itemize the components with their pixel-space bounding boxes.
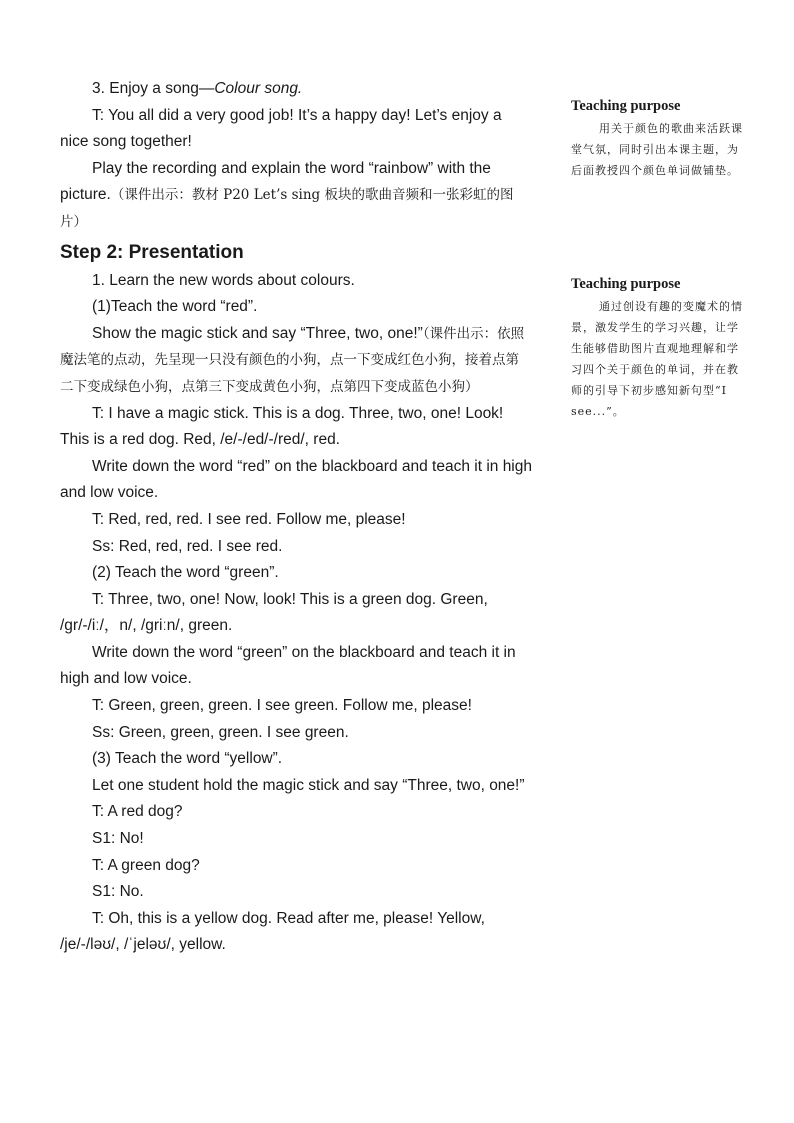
teacher-line: T: A red dog? bbox=[92, 803, 183, 821]
note-title: Teaching purpose bbox=[571, 276, 681, 292]
instruction: Let one student hold the magic stick and say “Three, two, one!” bbox=[92, 776, 525, 794]
item-title: (3) Teach the word “yellow”. bbox=[92, 750, 283, 768]
teacher-line: T: Three, two, one! Now, look! This is a green dog. Green, /gr/-/iː/，n/, /griːn/, green. bbox=[60, 590, 488, 635]
teacher-line: T: I have a magic stick. This is a dog. Three, two, one! Look! This is a red dog. Red, /e/-/ed/-/red/, red. bbox=[60, 404, 504, 449]
lesson-body bbox=[60, 76, 532, 959]
item-title: (2) Teach the word “green”. bbox=[92, 564, 279, 582]
section-heading: Step 2: Presentation bbox=[60, 241, 244, 263]
note-title: Teaching purpose bbox=[571, 98, 681, 114]
song-activity bbox=[60, 76, 532, 103]
instruction-text: Play the recording and explain the word “rainbow” with the picture. bbox=[60, 159, 491, 204]
instruction-text: Show the magic stick and say “Three, two, one!” bbox=[92, 324, 423, 342]
courseware-note: （课件出示：依照魔法笔的点动，先呈现一只没有颜色的小狗，点一下变成红色小狗，接着点第二下变成绿色小狗，点第三下变成黄色小狗，点第四下变成蓝色小狗） bbox=[60, 325, 525, 395]
instruction bbox=[60, 156, 532, 236]
subsection-title: 1. Learn the new words about colours. bbox=[92, 271, 355, 289]
song-activity-label: 3. Enjoy a song— bbox=[92, 80, 215, 97]
teacher-line: T: A green dog? bbox=[92, 856, 200, 874]
courseware-note: （课件出示：教材 P20 Let’s sing 板块的歌曲音频和一张彩虹的图片） bbox=[60, 187, 514, 230]
student-line: S1: No! bbox=[92, 830, 144, 848]
note-text: 通过创设有趣的变魔术的情景，激发学生的学习兴趣，让学生能够借助图片直观地理解和学习四个关于颜色的单词，并在教师的引导下初步感知新句型“I see...”。 bbox=[571, 300, 743, 418]
teacher-line: T: Red, red, red. I see red. Follow me, please! bbox=[92, 510, 406, 528]
note-text: 用关于颜色的歌曲来活跃课堂气氛，同时引出本课主题，为后面教授四个颜色单词做铺垫。 bbox=[571, 122, 743, 177]
instruction: Write down the word “red” on the blackboard and teach it in high and low voice. bbox=[60, 457, 532, 502]
song-title: Colour song. bbox=[214, 80, 303, 97]
item-title: (1)Teach the word “red”. bbox=[92, 298, 258, 316]
teacher-line: T: Oh, this is a yellow dog. Read after me, please! Yellow, /je/-/ləʊ/, /ˈjeləʊ/, yellow. bbox=[60, 909, 485, 954]
teaching-purpose-note bbox=[571, 274, 743, 422]
students-line: Ss: Red, red, red. I see red. bbox=[92, 537, 283, 555]
student-line: S1: No. bbox=[92, 883, 144, 901]
instruction: Write down the word “green” on the blackboard and teach it in high and low voice. bbox=[60, 643, 516, 688]
teacher-line: T: Green, green, green. I see green. Follow me, please! bbox=[92, 697, 472, 715]
instruction bbox=[60, 321, 532, 401]
teaching-purpose-note bbox=[571, 96, 743, 181]
students-line: Ss: Green, green, green. I see green. bbox=[92, 723, 349, 741]
teacher-line: T: You all did a very good job! It’s a happy day! Let’s enjoy a nice song together! bbox=[60, 106, 502, 151]
